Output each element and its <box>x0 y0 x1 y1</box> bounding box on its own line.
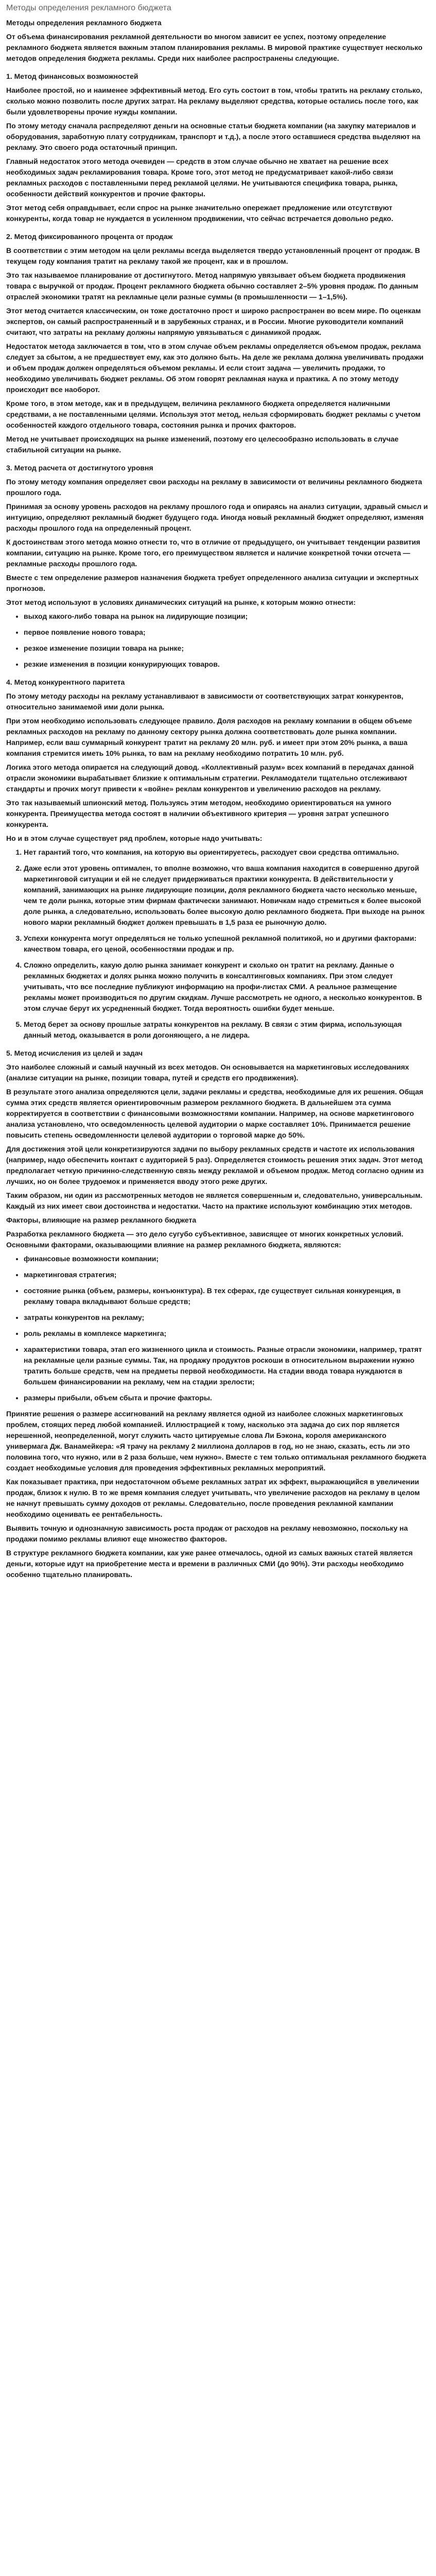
list-item: • финансовые возможности компании; <box>24 1253 430 1264</box>
list-item: 3. Успехи конкурента могут определяться не только успешной рекламной политикой, но и другими факторами: качеством товара, его ценой, особенностями продаж и пр. <box>24 933 430 955</box>
paragraph: Это наиболее сложный и самый научный из всех методов. Он основывается на маркетинговых исследованиях (анализе ситуации на рынке, позиции товара, путей и средств его продвижения). <box>6 1063 409 1082</box>
paragraph: Метод не учитывает происходящих на рынке изменений, поэтому его целесообразно использовать в случае стабильной ситуации на рынке. <box>6 435 399 454</box>
list-item: • резкое изменение позиции товара на рынке; <box>24 643 430 654</box>
list-item: • характеристики товара, этап его жизненного цикла и стоимость. Разные отрасли экономики, например, тратят на рекламные цели разные суммы. Так, на продажу продуктов роскоши в относительном выражении нужно тратить больше средств, чем на предметы первой необходимости. На стадии ввода товара нуждаются в большем финансировании на рекламу, чем на стадии зрелости; <box>24 1344 430 1387</box>
paragraph: Выявить точную и однозначную зависимость роста продаж от расходов на рекламу невозможно, поскольку на продажи помимо рекламы влияют еще множество факторов. <box>6 1524 408 1543</box>
paragraph: В результате этого анализа определяются цели, задачи рекламы и средства, необходимые для их решения. Общая сумма этих средств является ориентировочным размером рекламного бюджета. В дальнейшем эта сумма корректируется в соответствии с финансовыми возможностями компании. Например, на основе маркетингового анализа установлено, что осведомленность целевой аудитории о марке составляет 10%. Принимается решение повысить степень осведомленности целевой аудитории о торговой марке до 50%. <box>6 1088 424 1139</box>
bullet-list <box>6 611 430 670</box>
list-item: • выход какого-либо товара на рынок на лидирующие позиции; <box>24 611 430 622</box>
paragraph: Это так называемый шпионский метод. Пользуясь этим методом, необходимо ориентироваться на умного конкурента. Преимущества метода состоят в наличии объективного критерия — уровня затрат успешного конкурента. <box>6 799 392 828</box>
bullet-list <box>6 1253 430 1403</box>
list-item: 1. Нет гарантий того, что компания, на которую вы ориентируетесь, расходует свои средства оптимально. <box>24 847 430 858</box>
section-heading: 3. Метод расчета от достигнутого уровня <box>6 464 153 472</box>
paragraph: Таким образом, ни один из рассмотренных методов не является совершенным и, следовательно, универсальным. Каждый из них имеет свои достоинства и недостатки. Часто на практике используют комбинацию этих методов. <box>6 1191 423 1210</box>
paragraph: В соответствии с этим методом на цели рекламы всегда выделяется твердо установленный процент от продаж. В текущем году компания тратит на рекламу такой же процент, как и в прошлом. <box>6 246 421 265</box>
paragraph: Но и в этом случае существует ряд проблем, которые надо учитывать: <box>6 834 263 842</box>
paragraph: Вместе с тем определение размеров назначения бюджета требует определенного анализа ситуации и экспертных прогнозов. <box>6 573 419 592</box>
paragraph: Принятие решения о размере ассигнований на рекламу является одной из наиболее сложных маркетинговых проблем, стоящих перед любой компанией. Иллюстрацией к тому, насколько эта задача до сих пор является нерешенной, неопределенной, могут служить часто цитируемые слова Ли Бэкона, короля американского универмага Дж. Ванамейкера: «Я трачу на рекламу 2 миллиона долларов в год, но не знаю, сказать, есть ли это половина того, что нужно, или в 2 раза больше, чем нужно». Вместе с тем только оптимальная рекламного бюджета создает необходимые условия для проведения эффективных рекламных мероприятий. <box>6 1410 427 1472</box>
list-item: • затраты конкурентов на рекламу; <box>24 1312 430 1323</box>
paragraph: Этот метод считается классическим, он тоже достаточно прост и широко распространен во всем мире. По оценкам экспертов, он самый распространенный и в зарубежных странах, и в России. Многие руководители компаний считают, что затраты на рекламу должны напрямую увязываться с динамикой продаж. <box>6 307 421 336</box>
paragraph: Этот метод используют в условиях динамических ситуаций на рынке, к которым можно отнести: <box>6 598 356 606</box>
paragraph: При этом необходимо использовать следующее правило. Доля расходов на рекламу компании в общем объеме рекламных расходов на рекламу по данному сектору рынка должна соответствовать доле рынка компании. Например, если ваш суммарный конкурент тратит на рекламу 20 млн. руб. и имеет при этом 20% рынка, а ваша компания стремится иметь 10% рынка, то вам на рекламу необходимо потратить 10 млн. руб. <box>6 717 412 757</box>
paragraph: Принимая за основу уровень расходов на рекламу прошлого года и опираясь на анализ ситуации, здравый смысл и интуицию, определяют рекламный бюджет будущего года. Иногда новый рекламный бюджет определяют, изменяя расходы прошлого года на определенный процент. <box>6 502 428 532</box>
paragraph: Недостаток метода заключается в том, что в этом случае объем рекламы определяется объемом продаж, реклама следует за сбытом, а не предшествует ему, как это должно быть. На деле же реклама должна увеличивать продажи и объем продаж должен определяться объемом рекламы. И если стоит задача — увеличить продажи, то необходимо увеличивать бюджет рекламы. Об этом говорят рекламная наука и практика. А по этому методу происходит все наоборот. <box>6 342 424 394</box>
paragraph: Логика этого метода опирается на следующий довод. «Коллективный разум» всех компаний в передачах данной отрасли экономики вырабатывает близкие к оптимальным стратегии. Рекламодатели тщательно отслеживают стандарты и прочих могут привести к «войне» реклам конкурентов и увеличению расходов на рекламу. <box>6 763 414 793</box>
paragraph: Разработка рекламного бюджета — это дело сугубо субъективное, зависящее от многих конкретных условий. Основными факторами, оказывающими влияние на размер рекламного бюджета, являются: <box>6 1230 404 1249</box>
paragraph: По этому методу расходы на рекламу устанавливают в зависимости от соответствующих затрат конкурентов, относительно занимаемой ими доли рынка. <box>6 692 404 711</box>
list-item: 5. Метод берет за основу прошлые затраты конкурентов на рекламу. В связи с этим фирма, использующая данный метод, оказывается в роли догоняющего, а не лидера. <box>24 1019 430 1041</box>
paragraph: От объема финансирования рекламной деятельности во многом зависит ее успех, поэтому определение рекламного бюджета является важным этапом планирования рекламы. В мировой практике существует несколько методов определения бюджета рекламы. Среди них наиболее распространены следующие. <box>6 32 423 62</box>
paragraph: Главный недостаток этого метода очевиден — средств в этом случае обычно не хватает на решение всех необходимых задач рекламирования товара. Кроме того, этот метод не предусматривает какой-либо связи рекламных расходов с поставленными перед рекламой целями. Не учитываются специфика товара, рынка, особенности действий конкурентов и прочие факторы. <box>6 157 398 198</box>
list-item: • размеры прибыли, объем сбыта и прочие факторы. <box>24 1393 430 1403</box>
section-heading: 4. Метод конкурентного паритета <box>6 678 125 686</box>
page-title: Методы определения рекламного бюджета <box>6 4 171 12</box>
list-item: • резкие изменения в позиции конкурирующих товаров. <box>24 659 430 670</box>
article-content <box>6 18 430 1580</box>
list-item: • состояние рынка (объем, размеры, конъюнктура). В тех сферах, где существует сильная конкуренция, в рекламу товара вкладывают больше средств; <box>24 1285 430 1307</box>
section-heading: 5. Метод исчисления из целей и задач <box>6 1049 143 1057</box>
paragraph: Факторы, влияющие на размер рекламного бюджета <box>6 1216 197 1224</box>
paragraph: По этому методу компания определяет свои расходы на рекламу в зависимости от величины рекламного бюджета прошлого года. <box>6 478 422 497</box>
list-item: • роль рекламы в комплексе маркетинга; <box>24 1328 430 1339</box>
paragraph: Для достижения этой цели конкретизируются задачи по выбору рекламных средств и частоте их использования (например, надо обеспечить контакт с аудиторией 5 раз). Определяется стоимость решения этих задач. Этот метод предполагает четкую причинно-следственную связь между рекламой и объемом продаж. Метод согласно одним из лучших, но он более трудоемок и применяется вводу этого реже других. <box>6 1145 424 1185</box>
paragraph: Это так называемое планирование от достигнутого. Метод напрямую увязывает объем бюджета продвижения товара с выручкой от продаж. Процент рекламного бюджета обычно составляет 2–5% уровня продаж. По данным отраслей экономики тратят на рекламные цели разные суммы (в промышленности — 1–1,5%). <box>6 271 418 301</box>
section-heading: 1. Метод финансовых возможностей <box>6 72 138 80</box>
section-heading: 2. Метод фиксированного процента от продаж <box>6 232 173 241</box>
list-item: 2. Даже если этот уровень оптимален, то вполне возможно, что ваша компания находится в совершенно другой маркетинговой ситуации и ей не следует придерживаться практики конкурента. В действительности у компаний, занимающих на рынке лидирующие позиции, доля рекламного бюджета часто несколько меньше, чем те доли рынка, которые этим фирмам фактически занимают. Новичкам надо стремиться к более высокой доле рынка, а следовательно, использовать более высокую долю рекламного бюджета. При выходе на рынок нового марки рекламный бюджет должен превышать в 1,5 раза ее рыночную долю. <box>24 863 430 928</box>
numbered-list <box>6 847 430 1041</box>
paragraph: Наиболее простой, но и наименее эффективный метод. Его суть состоит в том, чтобы тратить на рекламу столько, сколько можно позволить после других затрат. На рекламу выделяют средства, которые остались после того, как были удовлетворены прочие нужды компании. <box>6 86 423 116</box>
paragraph: Кроме того, в этом методе, как и в предыдущем, величина рекламного бюджета определяется наличными средствами, а не поставленными целями. Используя этот метод, нельзя сформировать бюджет рекламы с учетом особенностей каждого отдельного товара, состояния рынка и прочих факторов. <box>6 399 421 429</box>
list-item: • первое появление нового товара; <box>24 627 430 638</box>
paragraph: К достоинствам этого метода можно отнести то, что в отличие от предыдущего, он учитывает тенденции развития компании, ситуацию на рынке. Кроме того, его преимуществом является и наличие конкретной точки отсчета — рекламные расходы прошлого года. <box>6 538 421 568</box>
paragraph: Методы определения рекламного бюджета <box>6 19 162 27</box>
paragraph: По этому методу сначала распределяют деньги на основные статьи бюджета компании (на закупку материалов и оборудования, заработную плату сотрудникам, транспорт и т.д.), а после этого оставшиеся средства выделяют на рекламу. Это своего рода остаточный принцип. <box>6 122 421 151</box>
paragraph: В структуре рекламного бюджета компании, как уже ранее отмечалось, одной из самых важных статей является деньги, которые идут на приобретение места и времени в различных СМИ (до 90%). Эти расходы необходимо особенно тщательно планировать. <box>6 1549 413 1579</box>
list-item: 4. Сложно определить, какую долю рынка занимает конкурент и сколько он тратит на рекламу. Данные о рекламных бюджетах и долях рынка можно получить в консалтинговых компаниях. При этом следует учитывать, что все последние публикуют информацию на профи-листах СМИ. А реальное размещение рекламы может производиться по другим скидкам. Лучше рассмотреть не одного, а несколько конкурентов. В этом случае берут их усредненный бюджет. Тогда вероятность ошибки будет меньше. <box>24 960 430 1014</box>
list-item: • маркетинговая стратегия; <box>24 1269 430 1280</box>
paragraph: Этот метод себя оправдывает, если спрос на рынке значительно опережает предложение или отсутствуют конкуренты, когда товар не нуждается в усиленном продвижении, что сейчас встречается довольно редко. <box>6 204 393 223</box>
paragraph: Как показывает практика, при недостаточном объеме рекламных затрат их эффект, выражающийся в увеличении продаж, близок к нулю. В то же время компания следует учитывать, что увеличение расходов на рекламу в целом не начнут превышать сумму доходов от рекламы. Следовательно, после проведения рекламной кампании необходимо оценивать ее рентабельность. <box>6 1478 420 1518</box>
